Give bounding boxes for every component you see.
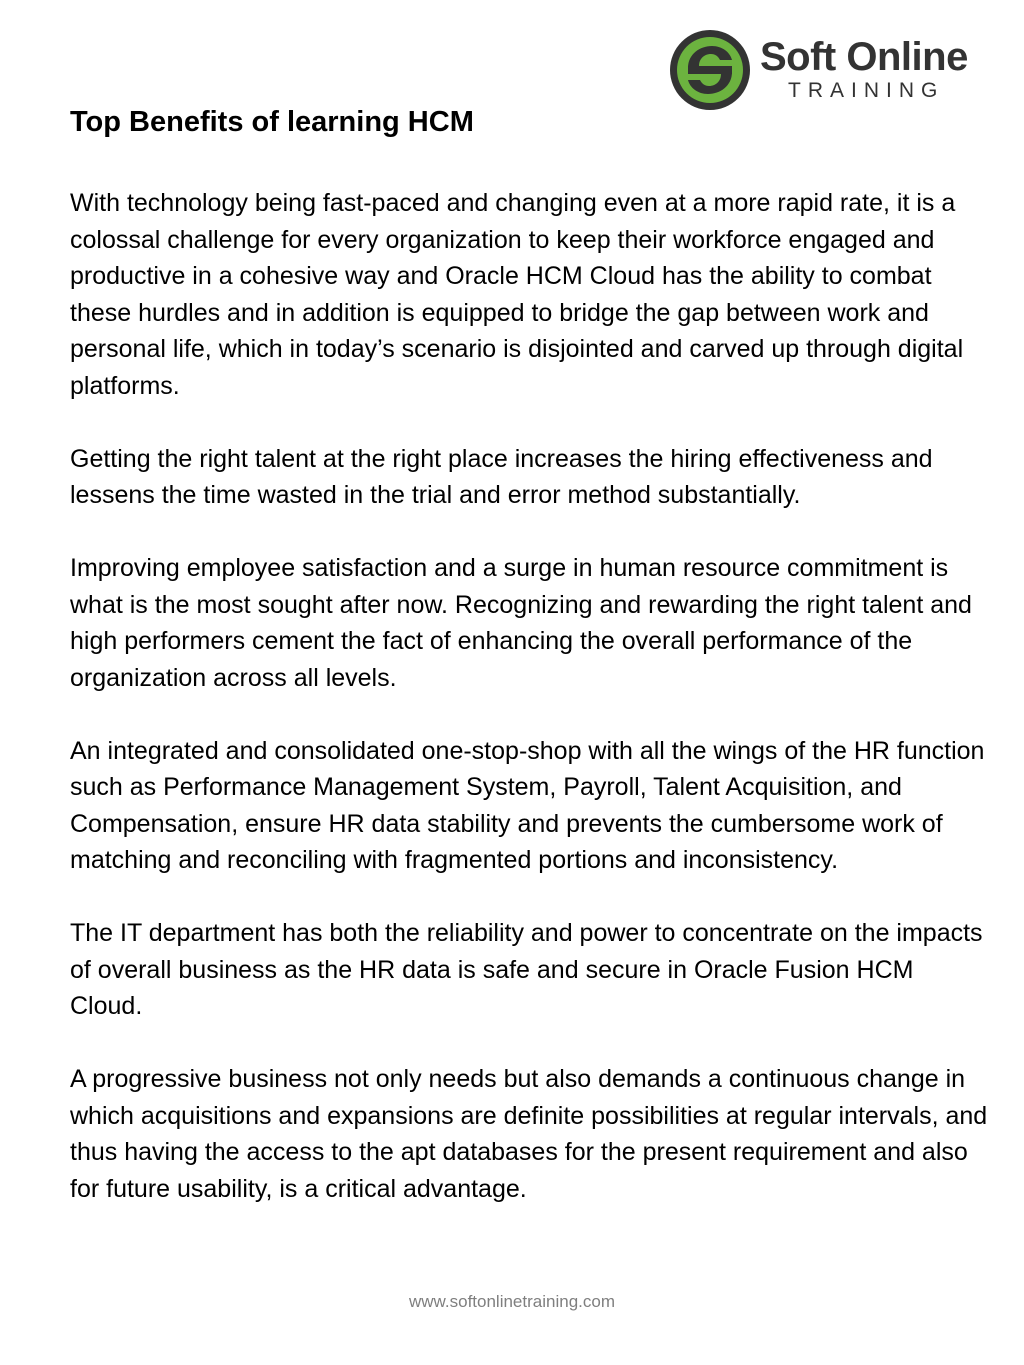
logo-tagline-text: TRAINING <box>788 79 945 102</box>
brand-logo <box>668 28 988 114</box>
footer-url: www.softonlinetraining.com <box>409 1292 615 1311</box>
paragraph: Improving employee satisfaction and a surge in human resource commitment is what is the most sought after now. Recognizing and rewarding the right talent and high performers cement the fact of enhancing the overall performance of the organization across all levels. <box>70 554 972 692</box>
page-title: Top Benefits of learning HCM <box>70 106 474 138</box>
logo-mark-icon <box>668 28 752 112</box>
paragraph: Getting the right talent at the right place increases the hiring effectiveness and lessens the time wasted in the trial and error method substantially. <box>70 444 933 509</box>
paragraph: With technology being fast-paced and changing even at a more rapid rate, it is a colossal challenge for every organization to keep their workforce engaged and productive in a cohesive way and Oracle HCM Cloud has the ability to combat these hurdles and in addition is equipped to bridge the gap between work and personal life, which in today’s scenario is disjointed and carved up through digital platforms. <box>70 189 964 400</box>
paragraph: A progressive business not only needs but also demands a continuous change in which acquisitions and expansions are definite possibilities at regular intervals, and thus having the access to the apt databases for the present requirement and also for future usability, is a critical advantage. <box>70 1065 988 1203</box>
logo-brand-text: Soft Online <box>760 35 968 79</box>
paragraph: The IT department has both the reliability and power to concentrate on the impacts of overall business as the HR data is safe and secure in Oracle Fusion HCM Cloud. <box>70 919 983 1020</box>
article-body <box>70 185 990 1207</box>
paragraph: An integrated and consolidated one-stop-shop with all the wings of the HR function such as Performance Management System, Payroll, Talent Acquisition, and Compensation, ensure HR data stability and prevents the cumbersome work of matching and reconciling with fragmented portions and inconsistency. <box>70 736 985 874</box>
